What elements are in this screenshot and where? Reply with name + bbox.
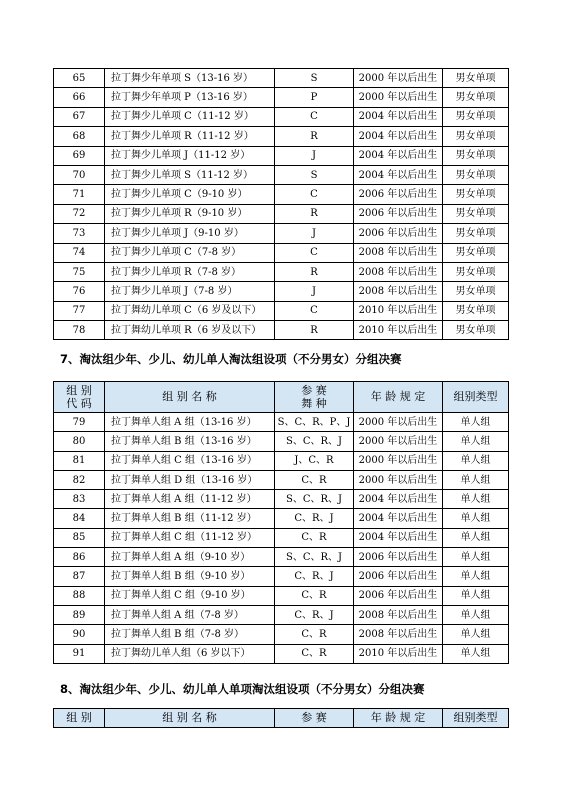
cell-code: 88 xyxy=(54,586,105,605)
cell-name: 拉丁舞少儿单项 S（11-12 岁） xyxy=(105,165,275,184)
table-row xyxy=(54,301,509,320)
cell-age: 2008 年以后出生 xyxy=(354,243,443,262)
cell-name: 拉丁舞少儿单项 J（7-8 岁） xyxy=(105,282,275,301)
cell-code: 65 xyxy=(54,69,105,88)
cell-type: 男女单项 xyxy=(443,185,509,204)
header-age: 年 龄 规 定 xyxy=(354,382,443,413)
header-type: 组别类型 xyxy=(443,382,509,413)
cell-type: 男女单项 xyxy=(443,262,509,281)
table-row xyxy=(54,204,509,223)
cell-type: 单人组 xyxy=(443,548,509,567)
cell-age: 2006 年以后出生 xyxy=(354,185,443,204)
cell-name: 拉丁舞少儿单项 C（7-8 岁） xyxy=(105,243,275,262)
cell-dance: J xyxy=(275,224,354,243)
header-code-line1: 组 别 xyxy=(66,383,92,397)
table-row xyxy=(54,605,509,624)
cell-dance: C、R xyxy=(275,470,354,489)
cell-dance: C xyxy=(275,301,354,320)
cell-age: 2004 年以后出生 xyxy=(354,165,443,184)
cell-dance: R xyxy=(275,204,354,223)
cell-name: 拉丁舞单人组 B 组（13-16 岁） xyxy=(105,432,275,451)
cell-age: 2006 年以后出生 xyxy=(354,548,443,567)
header-dance: 参 赛 xyxy=(275,709,354,728)
cell-code: 76 xyxy=(54,282,105,301)
cell-type: 单人组 xyxy=(443,413,509,432)
cell-type: 男女单项 xyxy=(443,282,509,301)
cell-type: 男女单项 xyxy=(443,321,509,340)
cell-code: 67 xyxy=(54,107,105,126)
cell-age: 2004 年以后出生 xyxy=(354,127,443,146)
cell-code: 73 xyxy=(54,224,105,243)
cell-dance: C、R xyxy=(275,528,354,547)
cell-code: 90 xyxy=(54,625,105,644)
cell-dance: J、C、R xyxy=(275,451,354,470)
cell-dance: R xyxy=(275,262,354,281)
cell-dance: S、C、R、J xyxy=(275,490,354,509)
cell-name: 拉丁舞单人组 A 组（9-10 岁） xyxy=(105,548,275,567)
table-row xyxy=(54,586,509,605)
cell-code: 82 xyxy=(54,470,105,489)
cell-name: 拉丁舞单人组 C 组（11-12 岁） xyxy=(105,528,275,547)
table-row xyxy=(54,413,509,432)
cell-name: 拉丁舞少儿单项 J（9-10 岁） xyxy=(105,224,275,243)
cell-dance: C xyxy=(275,107,354,126)
cell-dance: C、R xyxy=(275,644,354,663)
table-row xyxy=(54,567,509,586)
continued-events-table xyxy=(53,68,509,340)
cell-age: 2000 年以后出生 xyxy=(354,88,443,107)
cell-code: 81 xyxy=(54,451,105,470)
table-row xyxy=(54,548,509,567)
cell-name: 拉丁舞少儿单项 R（7-8 岁） xyxy=(105,262,275,281)
table-row xyxy=(54,165,509,184)
table-row xyxy=(54,243,509,262)
cell-type: 单人组 xyxy=(443,509,509,528)
cell-age: 2000 年以后出生 xyxy=(354,432,443,451)
cell-name: 拉丁舞少儿单项 J（11-12 岁） xyxy=(105,146,275,165)
cell-name: 拉丁舞少儿单项 C（9-10 岁） xyxy=(105,185,275,204)
table-row xyxy=(54,509,509,528)
cell-dance: C、R、J xyxy=(275,567,354,586)
table-row xyxy=(54,451,509,470)
table-row xyxy=(54,262,509,281)
cell-age: 2006 年以后出生 xyxy=(354,567,443,586)
cell-age: 2000 年以后出生 xyxy=(354,470,443,489)
table-row xyxy=(54,321,509,340)
cell-dance: C、R xyxy=(275,586,354,605)
cell-code: 75 xyxy=(54,262,105,281)
table-header-row xyxy=(54,382,509,413)
cell-name: 拉丁舞少儿单项 C（11-12 岁） xyxy=(105,107,275,126)
table-row xyxy=(54,146,509,165)
cell-name: 拉丁舞幼儿单项 C（6 岁及以下） xyxy=(105,301,275,320)
cell-age: 2006 年以后出生 xyxy=(354,586,443,605)
cell-age: 2010 年以后出生 xyxy=(354,321,443,340)
cell-code: 86 xyxy=(54,548,105,567)
cell-type: 单人组 xyxy=(443,528,509,547)
cell-code: 89 xyxy=(54,605,105,624)
cell-age: 2004 年以后出生 xyxy=(354,146,443,165)
cell-type: 单人组 xyxy=(443,644,509,663)
cell-type: 单人组 xyxy=(443,605,509,624)
table-row xyxy=(54,88,509,107)
cell-name: 拉丁舞单人组 A 组（11-12 岁） xyxy=(105,490,275,509)
header-type: 组别类型 xyxy=(443,709,509,728)
cell-type: 男女单项 xyxy=(443,146,509,165)
header-dance xyxy=(275,382,354,413)
header-code: 组 别 xyxy=(54,709,105,728)
cell-dance: S、C、R、J xyxy=(275,548,354,567)
header-code-line2: 代 码 xyxy=(66,397,92,410)
header-age: 年 龄 规 定 xyxy=(354,709,443,728)
cell-dance: C xyxy=(275,243,354,262)
cell-dance: C、R、J xyxy=(275,605,354,624)
table-row xyxy=(54,625,509,644)
header-name: 组 别 名 称 xyxy=(105,709,275,728)
table-row xyxy=(54,127,509,146)
cell-name: 拉丁舞单人组 B 组（7-8 岁） xyxy=(105,625,275,644)
cell-type: 单人组 xyxy=(443,451,509,470)
cell-type: 男女单项 xyxy=(443,69,509,88)
cell-code: 71 xyxy=(54,185,105,204)
header-dance-line2: 舞 种 xyxy=(301,397,327,410)
cell-name: 拉丁舞单人组 A 组（13-16 岁） xyxy=(105,413,275,432)
cell-name: 拉丁舞单人组 A 组（7-8 岁） xyxy=(105,605,275,624)
cell-age: 2000 年以后出生 xyxy=(354,451,443,470)
solo-elimination-table xyxy=(53,381,509,664)
solo-elimination-body xyxy=(54,413,509,664)
cell-dance: S xyxy=(275,69,354,88)
cell-type: 单人组 xyxy=(443,432,509,451)
cell-code: 68 xyxy=(54,127,105,146)
cell-type: 男女单项 xyxy=(443,88,509,107)
cell-code: 66 xyxy=(54,88,105,107)
cell-age: 2008 年以后出生 xyxy=(354,282,443,301)
cell-code: 70 xyxy=(54,165,105,184)
cell-code: 74 xyxy=(54,243,105,262)
cell-type: 男女单项 xyxy=(443,301,509,320)
cell-name: 拉丁舞少年单项 P（13-16 岁） xyxy=(105,88,275,107)
solo-single-dance-table xyxy=(53,708,509,728)
cell-type: 男女单项 xyxy=(443,127,509,146)
cell-type: 男女单项 xyxy=(443,165,509,184)
cell-type: 男女单项 xyxy=(443,243,509,262)
header-dance-line1: 参 赛 xyxy=(301,383,327,397)
cell-age: 2010 年以后出生 xyxy=(354,644,443,663)
cell-dance: S、C、R、P、J xyxy=(275,413,354,432)
cell-name: 拉丁舞幼儿单项 R（6 岁及以下） xyxy=(105,321,275,340)
cell-code: 84 xyxy=(54,509,105,528)
cell-code: 72 xyxy=(54,204,105,223)
cell-name: 拉丁舞单人组 D 组（13-16 岁） xyxy=(105,470,275,489)
continued-events-body xyxy=(54,69,509,340)
cell-code: 78 xyxy=(54,321,105,340)
cell-code: 77 xyxy=(54,301,105,320)
cell-age: 2000 年以后出生 xyxy=(354,413,443,432)
cell-type: 男女单项 xyxy=(443,204,509,223)
table-row xyxy=(54,69,509,88)
cell-code: 79 xyxy=(54,413,105,432)
table-row xyxy=(54,107,509,126)
cell-type: 单人组 xyxy=(443,490,509,509)
cell-name: 拉丁舞少儿单项 R（9-10 岁） xyxy=(105,204,275,223)
cell-type: 单人组 xyxy=(443,470,509,489)
cell-type: 男女单项 xyxy=(443,107,509,126)
cell-name: 拉丁舞单人组 B 组（11-12 岁） xyxy=(105,509,275,528)
cell-dance: R xyxy=(275,321,354,340)
cell-dance: P xyxy=(275,88,354,107)
cell-name: 拉丁舞幼儿单人组（6 岁以下） xyxy=(105,644,275,663)
cell-dance: S xyxy=(275,165,354,184)
table-header-row xyxy=(54,709,509,728)
table-row xyxy=(54,644,509,663)
cell-age: 2006 年以后出生 xyxy=(354,224,443,243)
cell-name: 拉丁舞少年单项 S（13-16 岁） xyxy=(105,69,275,88)
cell-age: 2000 年以后出生 xyxy=(354,69,443,88)
cell-name: 拉丁舞单人组 B 组（9-10 岁） xyxy=(105,567,275,586)
cell-type: 男女单项 xyxy=(443,224,509,243)
cell-type: 单人组 xyxy=(443,586,509,605)
cell-age: 2004 年以后出生 xyxy=(354,107,443,126)
cell-age: 2008 年以后出生 xyxy=(354,262,443,281)
table-row xyxy=(54,282,509,301)
cell-dance: J xyxy=(275,146,354,165)
header-code xyxy=(54,382,105,413)
table-row xyxy=(54,528,509,547)
cell-code: 87 xyxy=(54,567,105,586)
cell-type: 单人组 xyxy=(443,567,509,586)
table-row xyxy=(54,224,509,243)
cell-name: 拉丁舞单人组 C 组（13-16 岁） xyxy=(105,451,275,470)
cell-code: 85 xyxy=(54,528,105,547)
cell-dance: J xyxy=(275,282,354,301)
cell-age: 2010 年以后出生 xyxy=(354,301,443,320)
cell-code: 69 xyxy=(54,146,105,165)
cell-type: 单人组 xyxy=(443,625,509,644)
cell-dance: S、C、R、J xyxy=(275,432,354,451)
table-row xyxy=(54,470,509,489)
cell-age: 2008 年以后出生 xyxy=(354,625,443,644)
cell-dance: R xyxy=(275,127,354,146)
cell-age: 2006 年以后出生 xyxy=(354,204,443,223)
cell-name: 拉丁舞少儿单项 R（11-12 岁） xyxy=(105,127,275,146)
section-8-heading: 8、淘汰组少年、少儿、幼儿单人单项淘汰组设项（不分男女）分组决赛 xyxy=(60,682,425,696)
table-row xyxy=(54,490,509,509)
cell-age: 2004 年以后出生 xyxy=(354,490,443,509)
cell-name: 拉丁舞单人组 C 组（9-10 岁） xyxy=(105,586,275,605)
table-row xyxy=(54,185,509,204)
cell-code: 80 xyxy=(54,432,105,451)
cell-age: 2004 年以后出生 xyxy=(354,528,443,547)
cell-age: 2008 年以后出生 xyxy=(354,605,443,624)
cell-code: 83 xyxy=(54,490,105,509)
cell-dance: C、R、J xyxy=(275,509,354,528)
cell-dance: C xyxy=(275,185,354,204)
table-row xyxy=(54,432,509,451)
cell-age: 2004 年以后出生 xyxy=(354,509,443,528)
cell-dance: C、R xyxy=(275,625,354,644)
header-name: 组 别 名 称 xyxy=(105,382,275,413)
section-7-heading: 7、淘汰组少年、少儿、幼儿单人淘汰组设项（不分男女）分组决赛 xyxy=(60,352,402,366)
cell-code: 91 xyxy=(54,644,105,663)
